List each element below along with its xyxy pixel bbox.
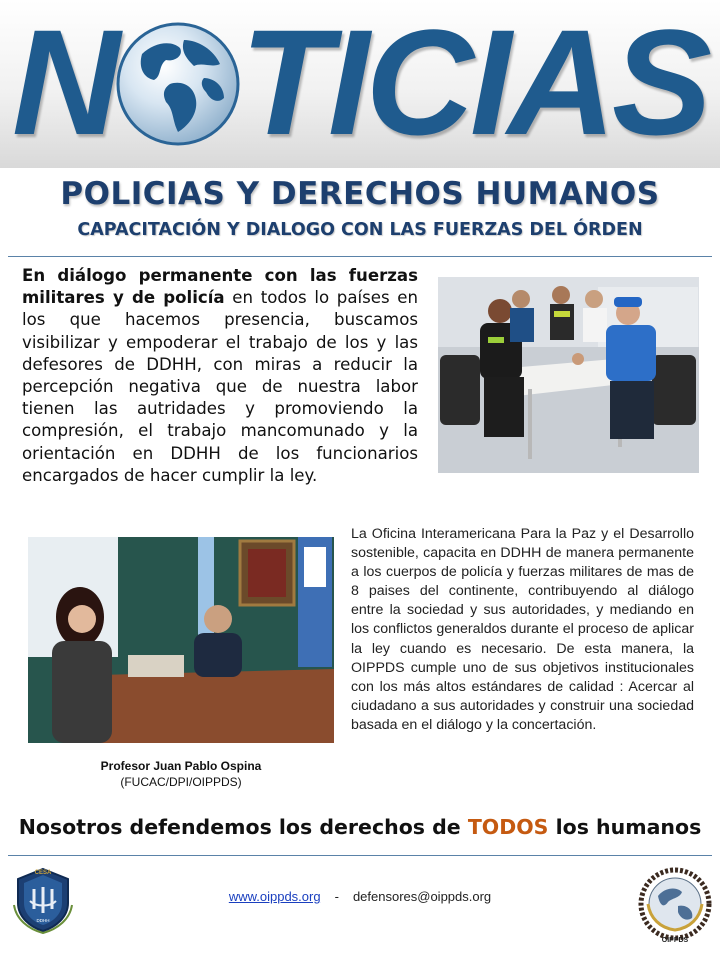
meeting-photo [438, 277, 699, 473]
intro-lead: En diálogo permanente con las fuerzas militares y de policía [22, 266, 418, 308]
photo-caption-name: Profesor Juan Pablo Ospina [100, 759, 262, 773]
photo-caption-org: (FUCAC/DPI/OIPPDS) [120, 775, 242, 789]
footer-links [0, 889, 720, 904]
logo-right-text: OIPPDS [661, 937, 689, 944]
slogan-before: Nosotros defendemos los derechos de [18, 815, 468, 839]
footer-separator: - [334, 889, 339, 904]
intro-body: en todos lo países en los que hacemos presencia, buscamos visibilizar y empoderar el trabajo de los y las defesores de DDHH, con miras a reducir la percepción negativa que de nuestra labor tienen las autridades y promoviendo la compresión, el trabajo mancomunado y la orientación en DDHH de los funcionarios encargados de hacer cumplir la ley. [22, 288, 418, 485]
logo-left-bottom-text: DDHH [36, 918, 50, 923]
slogan-highlight: TODOS [467, 815, 549, 839]
divider [8, 256, 712, 257]
page-subtitle: CAPACITACIÓN Y DIALOGO CON LAS FUERZAS DEL ÓRDEN [77, 220, 643, 240]
slogan [0, 815, 720, 839]
website-link[interactable]: www.oippds.org [228, 889, 321, 904]
noticias-banner [0, 0, 720, 168]
office-photo [28, 537, 334, 743]
wordmark-n: N [11, 0, 117, 166]
body-paragraph: La Oficina Interamericana Para la Paz y el Desarrollo sostenible, capacita en DDHH de manera permanente a los cuerpos de policía y fuerzas militares de mas de 8 paises del continente, contribuyendo al diálogo entre la sociedad y sus autoridades, y mediando en los conflictos generaldos durante el proceso de aplicar la ley cuando es necesario. De esta manera, la OIPPDS cumple uno de sus objetivos institucionales con los más altos estándares de calidad : Acercar al ciudadano a sus autoridades y construir una sociedad basada en el diálogo y la concertación. [351, 526, 694, 733]
footer-email: defensores@oippds.org [352, 889, 492, 904]
intro-paragraph [22, 265, 418, 487]
globe-icon [114, 20, 242, 148]
page-title: POLICIAS Y DERECHOS HUMANOS [60, 176, 660, 212]
divider [8, 855, 712, 856]
noticias-wordmark [0, 0, 720, 166]
oippds-logo [636, 866, 714, 946]
slogan-after: los humanos [548, 815, 702, 839]
wordmark-ticias: TICIAS [240, 0, 708, 166]
logo-left-top-text: CESA [34, 870, 52, 876]
